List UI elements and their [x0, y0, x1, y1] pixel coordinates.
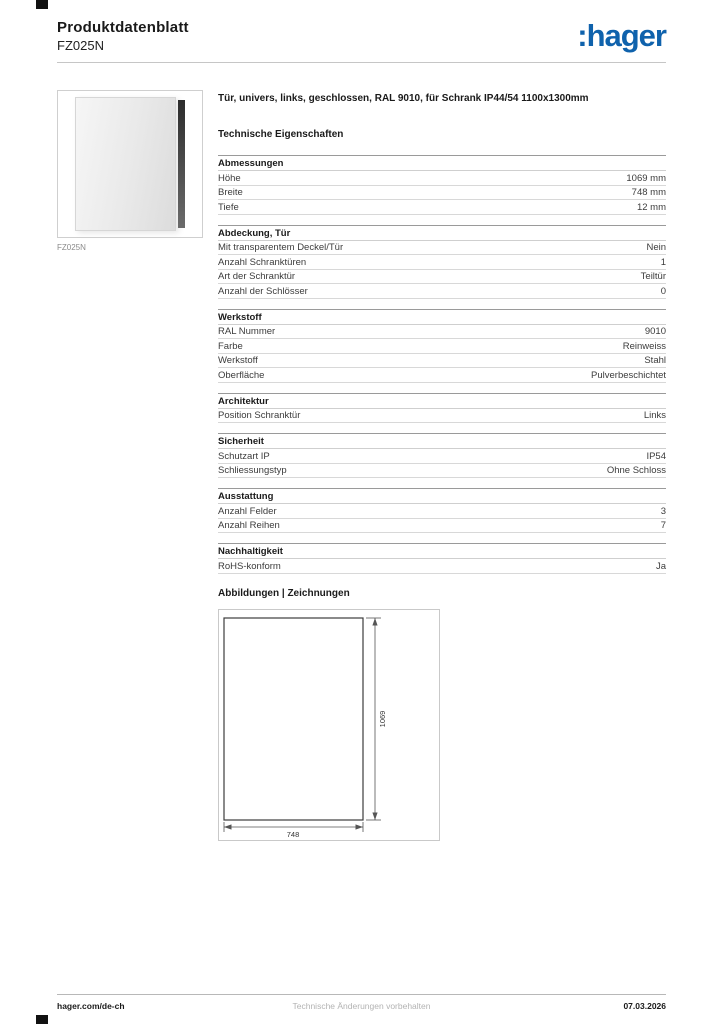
spec-label: Breite	[218, 187, 243, 198]
drawings-heading: Abbildungen | Zeichnungen	[218, 587, 350, 599]
spec-label: Anzahl Felder	[218, 505, 277, 517]
spec-value: 1069 mm	[626, 172, 666, 184]
spec-value: Pulverbeschichtet	[591, 369, 666, 381]
spec-row	[218, 255, 666, 270]
product-image-box	[57, 90, 203, 238]
spec-label: Höhe	[218, 172, 241, 184]
product-door-image	[75, 97, 185, 231]
spec-row	[218, 504, 666, 519]
width-arrow-left-icon	[224, 824, 232, 829]
main-content	[218, 92, 666, 841]
spec-section-title: Sicherheit	[218, 433, 666, 449]
spec-value: Nein	[646, 242, 666, 253]
spec-section-architektur	[218, 393, 666, 424]
doc-type-title: Produktdatenblatt	[57, 19, 189, 36]
spec-value: Ja	[655, 560, 666, 572]
spec-label: Position Schranktür	[218, 410, 301, 421]
height-arrow-up-icon	[372, 618, 377, 626]
spec-value: 748 mm	[631, 187, 666, 198]
spec-value: 0	[660, 285, 666, 297]
spec-value: 3	[660, 505, 666, 517]
spec-row	[218, 559, 666, 574]
door-outline	[224, 618, 363, 820]
footer-date: 07.03.2026	[623, 1001, 666, 1011]
spec-value: 7	[660, 520, 666, 531]
spec-label: RAL Nummer	[218, 326, 276, 337]
spec-label: Farbe	[218, 340, 243, 352]
spec-label: Tiefe	[218, 201, 239, 213]
spec-row	[218, 186, 666, 201]
spec-label: Anzahl Reihen	[218, 520, 280, 531]
spec-row	[218, 449, 666, 464]
spec-section-title: Nachhaltigkeit	[218, 543, 666, 559]
spec-value: IP54	[646, 450, 666, 462]
spec-label: RoHS-konform	[218, 560, 281, 572]
footer-row	[57, 1001, 666, 1011]
drawing-box	[218, 609, 440, 841]
spec-section-sicherheit	[218, 433, 666, 478]
product-title: Tür, univers, links, geschlossen, RAL 9010, für Schrank IP44/54 1100x1300mm	[218, 93, 589, 104]
spec-value: Stahl	[644, 355, 666, 366]
height-arrow-down-icon	[372, 812, 377, 820]
page-footer	[57, 994, 666, 1011]
spec-section-abmessungen	[218, 155, 666, 215]
spec-row	[218, 409, 666, 424]
spec-value: Reinweiss	[622, 340, 666, 352]
spec-label: Art der Schranktür	[218, 271, 296, 282]
page-header	[57, 0, 666, 63]
footer-notice: Technische Änderungen vorbehalten	[292, 1001, 431, 1011]
crop-mark-bottom	[36, 1015, 48, 1024]
hager-logo: :hager	[577, 18, 666, 53]
spec-row	[218, 325, 666, 340]
spec-section-werkstoff	[218, 309, 666, 383]
spec-value: Teiltür	[640, 271, 666, 282]
spec-section-ausstattung	[218, 488, 666, 533]
spec-row	[218, 464, 666, 479]
footer-website[interactable]: hager.com/de-ch	[57, 1001, 125, 1011]
spec-label: Anzahl der Schlösser	[218, 285, 308, 297]
spec-value: Ohne Schloss	[606, 465, 666, 476]
spec-label: Oberfläche	[218, 369, 265, 381]
spec-section-nachhaltigkeit	[218, 543, 666, 574]
spec-value: 9010	[644, 326, 666, 337]
spec-row	[218, 171, 666, 186]
technical-drawing	[219, 610, 439, 840]
spec-section-title: Architektur	[218, 393, 666, 409]
height-dimension-label: 1069	[378, 710, 387, 727]
spec-section-title: Werkstoff	[218, 309, 666, 325]
spec-row	[218, 354, 666, 369]
spec-row	[218, 284, 666, 299]
spec-section-abdeckung-tuer	[218, 225, 666, 299]
product-code: FZ025N	[57, 38, 104, 53]
specs-heading: Technische Eigenschaften	[218, 129, 344, 140]
spec-value: 12 mm	[636, 201, 666, 213]
spec-row	[218, 519, 666, 534]
spec-section-title: Abmessungen	[218, 155, 666, 171]
door-side-edge	[178, 100, 185, 228]
spec-label: Werkstoff	[218, 355, 258, 366]
spec-row	[218, 270, 666, 285]
crop-mark-top	[36, 0, 48, 9]
spec-row	[218, 200, 666, 215]
spec-row	[218, 339, 666, 354]
width-dimension-label: 748	[286, 829, 300, 839]
spec-value: Links	[643, 410, 666, 421]
spec-label: Anzahl Schranktüren	[218, 256, 307, 268]
door-front-panel	[75, 97, 176, 231]
spec-sections	[218, 155, 666, 574]
spec-row	[218, 241, 666, 256]
spec-section-title: Abdeckung, Tür	[218, 225, 666, 241]
width-arrow-right-icon	[356, 824, 364, 829]
spec-label: Mit transparentem Deckel/Tür	[218, 242, 344, 253]
spec-section-title: Ausstattung	[218, 488, 666, 504]
spec-label: Schliessungstyp	[218, 465, 287, 476]
product-image-caption: FZ025N	[57, 243, 86, 252]
spec-row	[218, 368, 666, 383]
spec-value: 1	[660, 256, 666, 268]
spec-label: Schutzart IP	[218, 450, 270, 462]
